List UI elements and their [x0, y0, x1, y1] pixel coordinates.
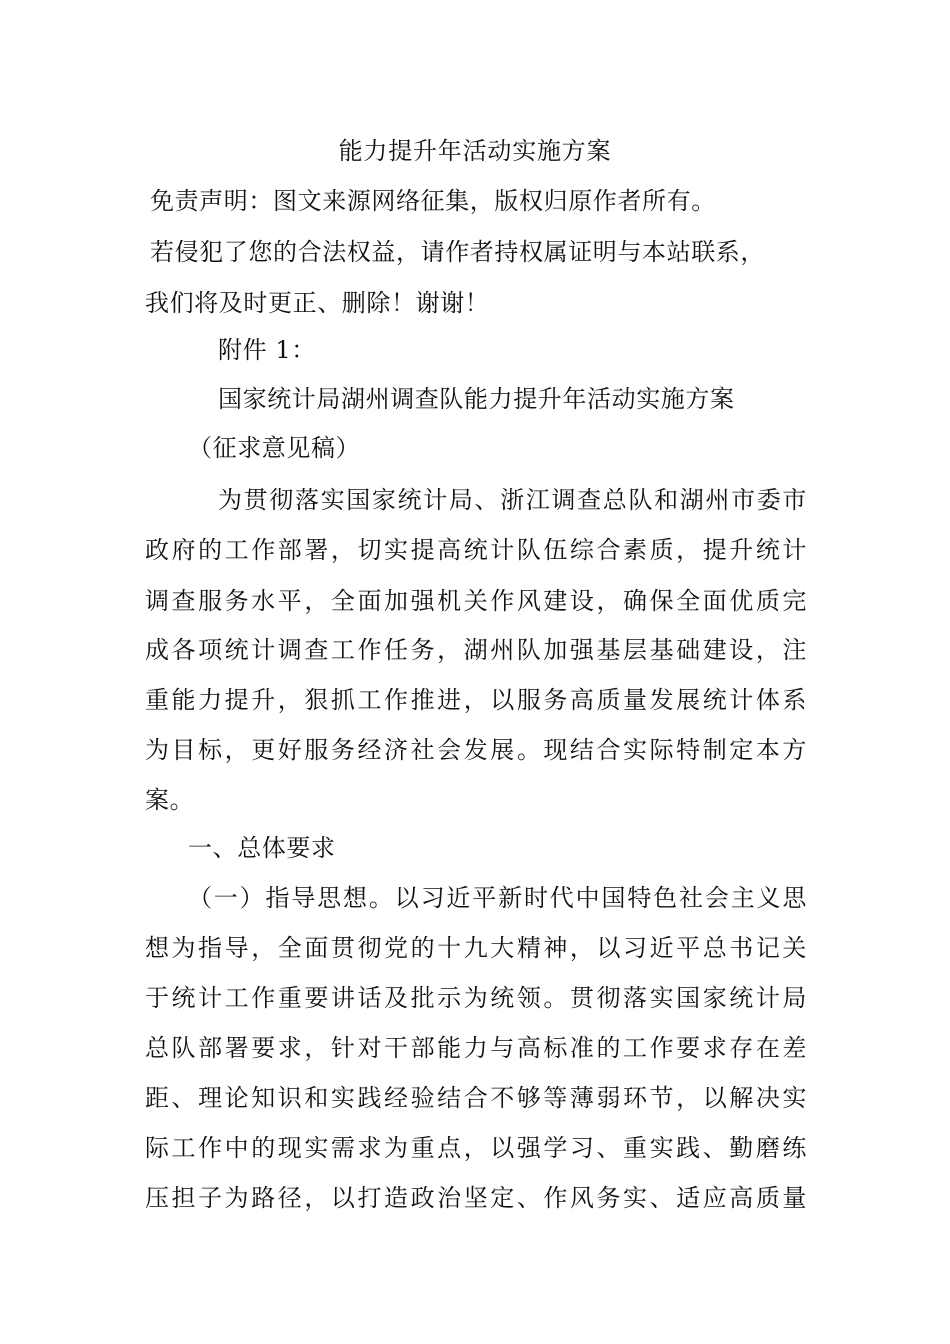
paragraph-line: 距、理论知识和实践经验结合不够等薄弱环节，以解决实: [145, 1084, 807, 1112]
disclaimer-line-3: 我们将及时更正、删除！谢谢！: [145, 289, 490, 317]
disclaimer-line-1: 免责声明：图文来源网络征集，版权归原作者所有。: [150, 187, 716, 215]
paragraph-line: 案。: [145, 786, 195, 814]
paragraph-line: 想为指导，全面贯彻党的十九大精神，以习近平总书记关: [145, 934, 807, 962]
section-heading: 一、总体要求: [188, 834, 336, 862]
paragraph-line: 为贯彻落实国家统计局、浙江调查总队和湖州市委市: [218, 486, 807, 514]
paragraph-line: 总队部署要求，针对干部能力与高标准的工作要求存在差: [145, 1034, 807, 1062]
paragraph-line: （一）指导思想。以习近平新时代中国特色社会主义思: [188, 884, 807, 912]
paragraph-line: 政府的工作部署，切实提高统计队伍综合素质，提升统计: [145, 536, 807, 564]
paragraph-line: 压担子为路径，以打造政治坚定、作风务实、适应高质量: [145, 1184, 807, 1212]
document-title: 能力提升年活动实施方案: [338, 137, 612, 165]
paragraph-line: 于统计工作重要讲话及批示为统领。贯彻落实国家统计局: [145, 984, 807, 1012]
document-subtitle: 国家统计局湖州调查队能力提升年活动实施方案: [218, 385, 735, 413]
paragraph-line: 为目标，更好服务经济社会发展。现结合实际特制定本方: [145, 736, 807, 764]
paragraph-line: 调查服务水平，全面加强机关作风建设，确保全面优质完: [145, 587, 807, 615]
disclaimer-line-2: 若侵犯了您的合法权益，请作者持权属证明与本站联系，: [150, 238, 765, 266]
draft-note: （征求意见稿）: [188, 434, 361, 462]
paragraph-line: 重能力提升，狠抓工作推进，以服务高质量发展统计体系: [145, 686, 807, 714]
paragraph-line: 成各项统计调查工作任务，湖州队加强基层基础建设，注: [145, 636, 807, 664]
paragraph-line: 际工作中的现实需求为重点，以强学习、重实践、勤磨练: [145, 1134, 807, 1162]
attachment-label: 附件 1：: [218, 336, 316, 364]
